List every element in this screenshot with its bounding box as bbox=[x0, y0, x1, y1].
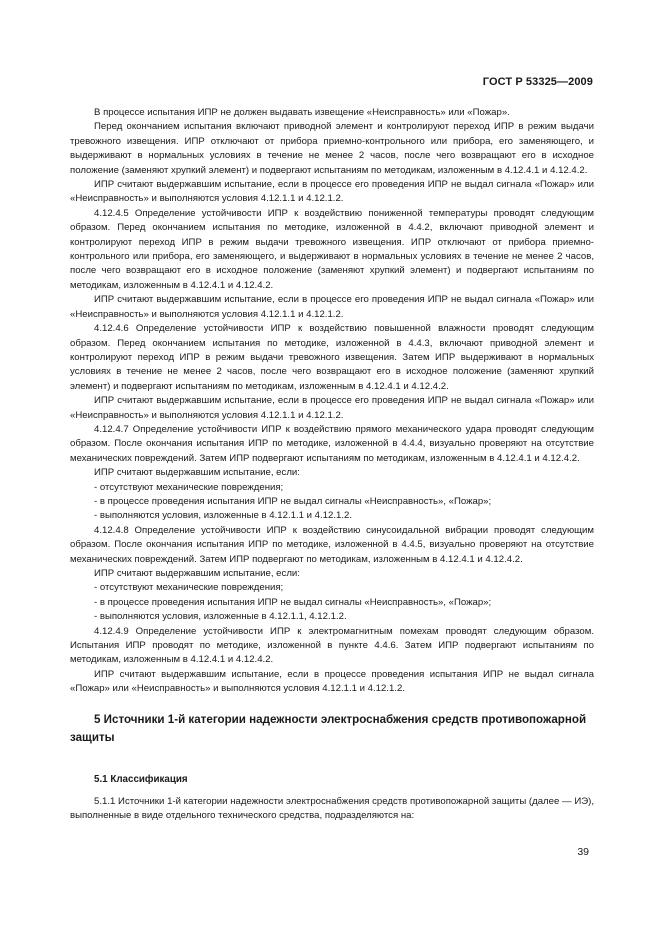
subsection-heading: 5.1 Классификация bbox=[94, 773, 188, 785]
section-heading: 5 Источники 1-й категории надежности электроснабжения средств противопожарной защиты bbox=[70, 712, 587, 744]
body-paragraph: 4.12.4.8 Определение устойчивости ИПР к воздействию синусоидальной вибрации проводят следующим образом. После окончания испытания ИПР по методике, изложенной в 4.4.5, визуально проверяют на отсутствие механических повреждений. Затем ИПР подвергают по методикам, изложенным в 4.12.4.1 и 4.12.4.2. bbox=[70, 524, 594, 565]
document-id-header: ГОСТ Р 53325—2009 bbox=[482, 76, 593, 88]
list-item: - в процессе проведения испытания ИПР не выдал сигналы «Неисправность», «Пожар»; bbox=[94, 495, 492, 507]
list-item: - отсутствуют механические повреждения; bbox=[94, 582, 284, 594]
body-paragraph: ИПР считают выдержавшим испытание, если в процессе проведения испытания ИПР не выдал сигнала «Пожар» или «Неисправность» и выполняются условия 4.12.1.1 и 4.12.1.2. bbox=[70, 668, 594, 695]
body-paragraph: 4.12.4.5 Определение устойчивости ИПР к воздействию пониженной температуры проводят следующим образом. Перед окончанием испытания по методике, изложенной в 4.4.2, включают приводной элемент и контролируют переход ИПР в режим выдачи тревожного извещения. ИПР отключают от прибора приемно-контрольного или прибора, его заменяющего, и выдерживают в нормальных условиях в течение не менее 2 часов, после чего возвращают его в исходное положение (заменяют хрупкий элемент) и подвергают испытаниям по методикам, изложенным в 4.12.4.1 и 4.12.4.2. bbox=[70, 207, 594, 291]
body-paragraph: 5.1.1 Источники 1-й категории надежности электроснабжения средств противопожарной защиты (далее — ИЭ), выполненные в виде отдельного технического средства, подразделяются на: bbox=[70, 795, 594, 822]
list-item: - отсутствуют механические повреждения; bbox=[94, 481, 284, 493]
body-paragraph: 4.12.4.6 Определение устойчивости ИПР к воздействию повышенной влажности проводят следующим образом. Перед окончанием испытания по методике, изложенной в 4.4.3, включают приводной элемент и контролируют переход ИПР в режим выдачи тревожного извещения. Затем ИПР выдерживают в нормальных условиях в течение не менее 2 часов, после чего возвращают его в исходное положение (заменяют хрупкий элемент) и подвергают испытаниям по методикам, изложенным в 4.12.4.1 и 4.12.4.2. bbox=[70, 323, 594, 392]
body-paragraph: ИПР считают выдержавшим испытание, если в процессе его проведения ИПР не выдал сигнала «Пожар» или «Неисправность» и выполняются условия 4.12.1.1 и 4.12.1.2. bbox=[70, 294, 594, 320]
body-paragraph: ИПР считают выдержавшим испытание, если: bbox=[94, 568, 300, 579]
body-paragraph: 4.12.4.7 Определение устойчивости ИПР к воздействию прямого механического удара проводят следующим образом. После окончания испытания ИПР по методике, изложенной в 4.4.4, визуально проверяют на отсутствие механических повреждений. Затем ИПР подвергают испытаниям по методикам, изложенным в 4.12.4.1 и 4.12.4.2. bbox=[70, 423, 594, 464]
list-item: - выполняются условия, изложенные в 4.12.1.1 и 4.12.1.2. bbox=[94, 510, 352, 522]
body-paragraph: ИПР считают выдержавшим испытание, если в процессе его проведения ИПР не выдал сигнала «Пожар» или «Неисправность» и выполняются условия 4.12.1.1 и 4.12.1.2. bbox=[70, 395, 594, 421]
list-item: - в процессе проведения испытания ИПР не выдал сигналы «Неисправность», «Пожар»; bbox=[94, 596, 492, 608]
list-item: - выполняются условия, изложенные в 4.12.1.1, 4.12.1.2. bbox=[94, 611, 347, 623]
body-paragraph: Перед окончанием испытания включают приводной элемент и контролируют переход ИПР в режим выдачи тревожного извещения. ИПР отключают от прибора приемно-контрольного или прибора, его заменяющего, и выдерживают в нормальных условиях в течение не менее 2 часов, после чего возвращают его в исходное положение (заменяют хрупкий элемент) и подвергают испытаниям по методикам, изложенным в 4.12.4.1 и 4.12.4.2. bbox=[70, 121, 594, 176]
body-paragraph: ИПР считают выдержавшим испытание, если в процессе его проведения ИПР не выдал сигнала «Пожар» или «Неисправность» и выполняются условия 4.12.1.1 и 4.12.1.2. bbox=[70, 179, 594, 205]
document-body bbox=[70, 106, 594, 823]
body-paragraph: ИПР считают выдержавшим испытание, если: bbox=[94, 467, 300, 479]
body-paragraph: В процессе испытания ИПР не должен выдавать извещение «Неисправность» или «Пожар». bbox=[94, 107, 510, 118]
page-number: 39 bbox=[577, 846, 589, 858]
body-paragraph: 4.12.4.9 Определение устойчивости ИПР к электромагнитным помехам проводят следующим образом. Испытания ИПР проводят по методике, изложенной в пункте 4.4.6. Затем ИПР подвергают испытаниям по методикам, изложенным в 4.12.4.1 и 4.12.4.2. bbox=[70, 625, 594, 666]
